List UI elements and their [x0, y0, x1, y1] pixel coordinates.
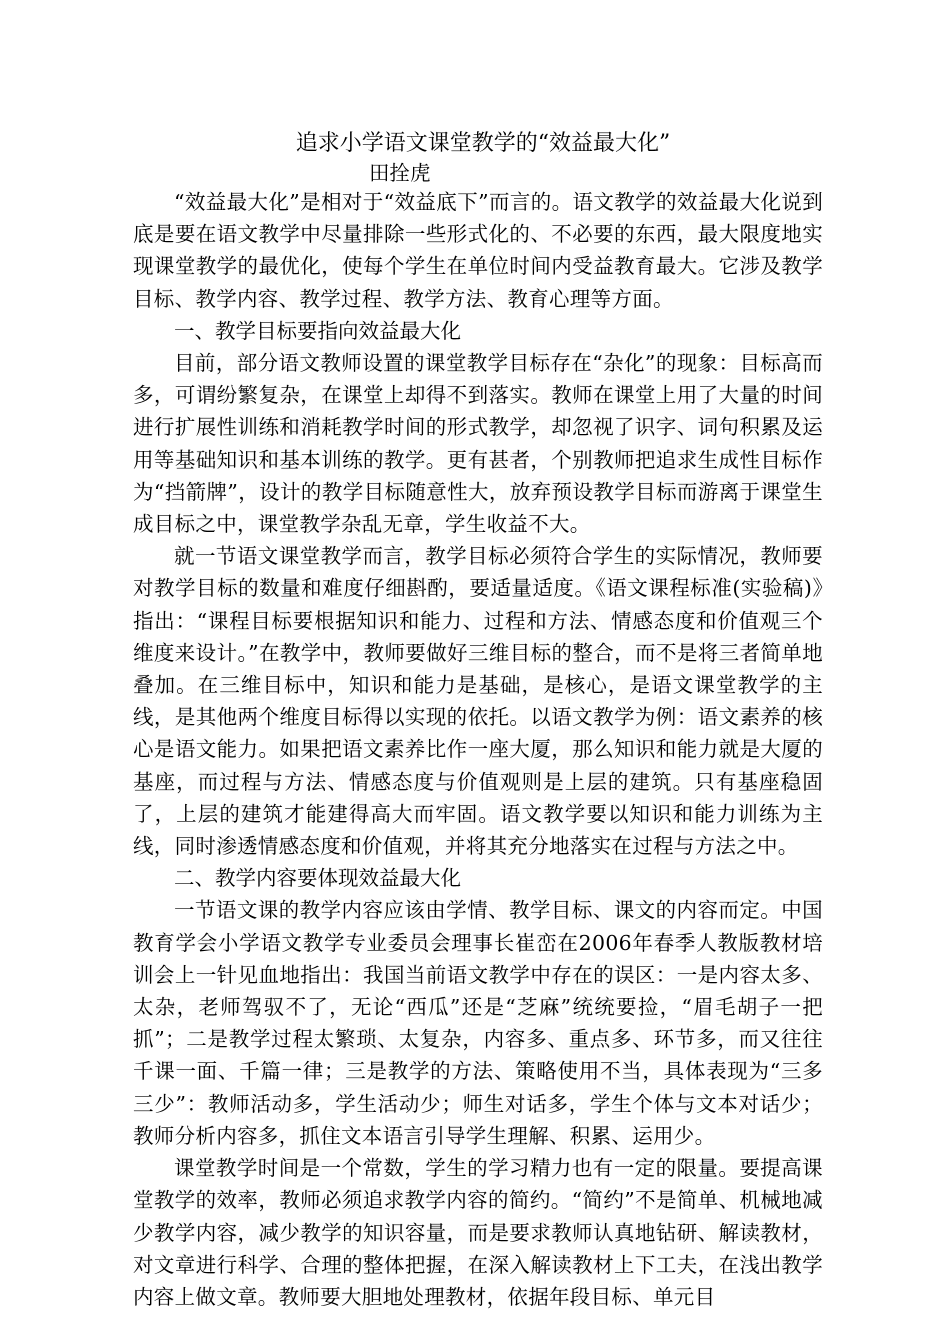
- document-page: [133, 128, 823, 1313]
- document-title: 追求小学语文课堂教学的“效益最大化”: [295, 131, 671, 156]
- section-heading: 二、教学内容要体现效益最大化: [174, 866, 461, 891]
- body-paragraph: “效益最大化”是相对于“效益底下”而言的。语文教学的效益最大化说到底是要在语文教学中尽量排除一些形式化的、不必要的东西，最大限度地实现课堂教学的最优化，使每个学生在单位时间内受益教育最大。它涉及教学目标、教学内容、教学过程、教学方法、教育心理等方面。: [133, 190, 823, 311]
- body-paragraph: 课堂教学时间是一个常数，学生的学习精力也有一定的限量。要提高课堂教学的效率，教师必须追求教学内容的简约。“简约”不是简单、机械地减少教学内容，减少教学的知识容量，而是要求教师认真地钻研、解读教材，对文章进行科学、合理的整体把握，在深入解读教材上下工夫，在浅出教学内容上做文章。教师要大胆地处理教材，依据年段目标、单元目: [133, 1156, 823, 1309]
- body-paragraph: 目前，部分语文教师设置的课堂教学目标存在“杂化”的现象：目标高而多，可谓纷繁复杂，在课堂上却得不到落实。教师在课堂上用了大量的时间进行扩展性训练和消耗教学时间的形式教学，却忽视了识字、词句积累及运用等基础知识和基本训练的教学。更有甚者，个别教师把追求生成性目标作为“挡箭牌”，设计的教学目标随意性大，放弃预设教学目标而游离于课堂生成目标之中，课堂教学杂乱无章，学生收益不大。: [133, 351, 823, 537]
- body-paragraph: 就一节语文课堂教学而言，教学目标必须符合学生的实际情况，教师要对教学目标的数量和难度仔细斟酌，要适量适度。《语文课程标准(实验稿)》指出：“课程目标要根据知识和能力、过程和方法、情感态度和价值观三个维度来设计。”在教学中，教师要做好三维目标的整合，而不是将三者简单地叠加。在三维目标中，知识和能力是基础，是核心，是语文课堂教学的主线，是其他两个维度目标得以实现的依托。以语文教学为例：语文素养的核心是语文能力。如果把语文素养比作一座大厦，那么知识和能力就是大厦的基座，而过程与方法、情感态度与价值观则是上层的建筑。只有基座稳固了，上层的建筑才能建得高大而牢固。语文教学要以知识和能力训练为主线，同时渗透情感态度和价值观，并将其充分地落实在过程与方法之中。: [133, 544, 823, 859]
- body-paragraph: 一节语文课的教学内容应该由学情、教学目标、课文的内容而定。中国教育学会小学语文教学专业委员会理事长崔峦在2006年春季人教版教材培训会上一针见血地指出：我国当前语文教学中存在的误区：一是内容太多、太杂，老师驾驭不了，无论“西瓜”还是“芝麻”统统要捡，“眉毛胡子一把抓”；二是教学过程太繁琐、太复杂，内容多、重点多、环节多，而又往往千课一面、千篇一律；三是教学的方法、策略使用不当，具体表现为“三多三少”：教师活动多，学生活动少；师生对话多，学生个体与文本对话少；教师分析内容多，抓住文本语言引导学生理解、积累、运用少。: [133, 898, 823, 1148]
- author-name: 田拴虎: [369, 161, 431, 185]
- section-heading: 一、教学目标要指向效益最大化: [174, 318, 461, 343]
